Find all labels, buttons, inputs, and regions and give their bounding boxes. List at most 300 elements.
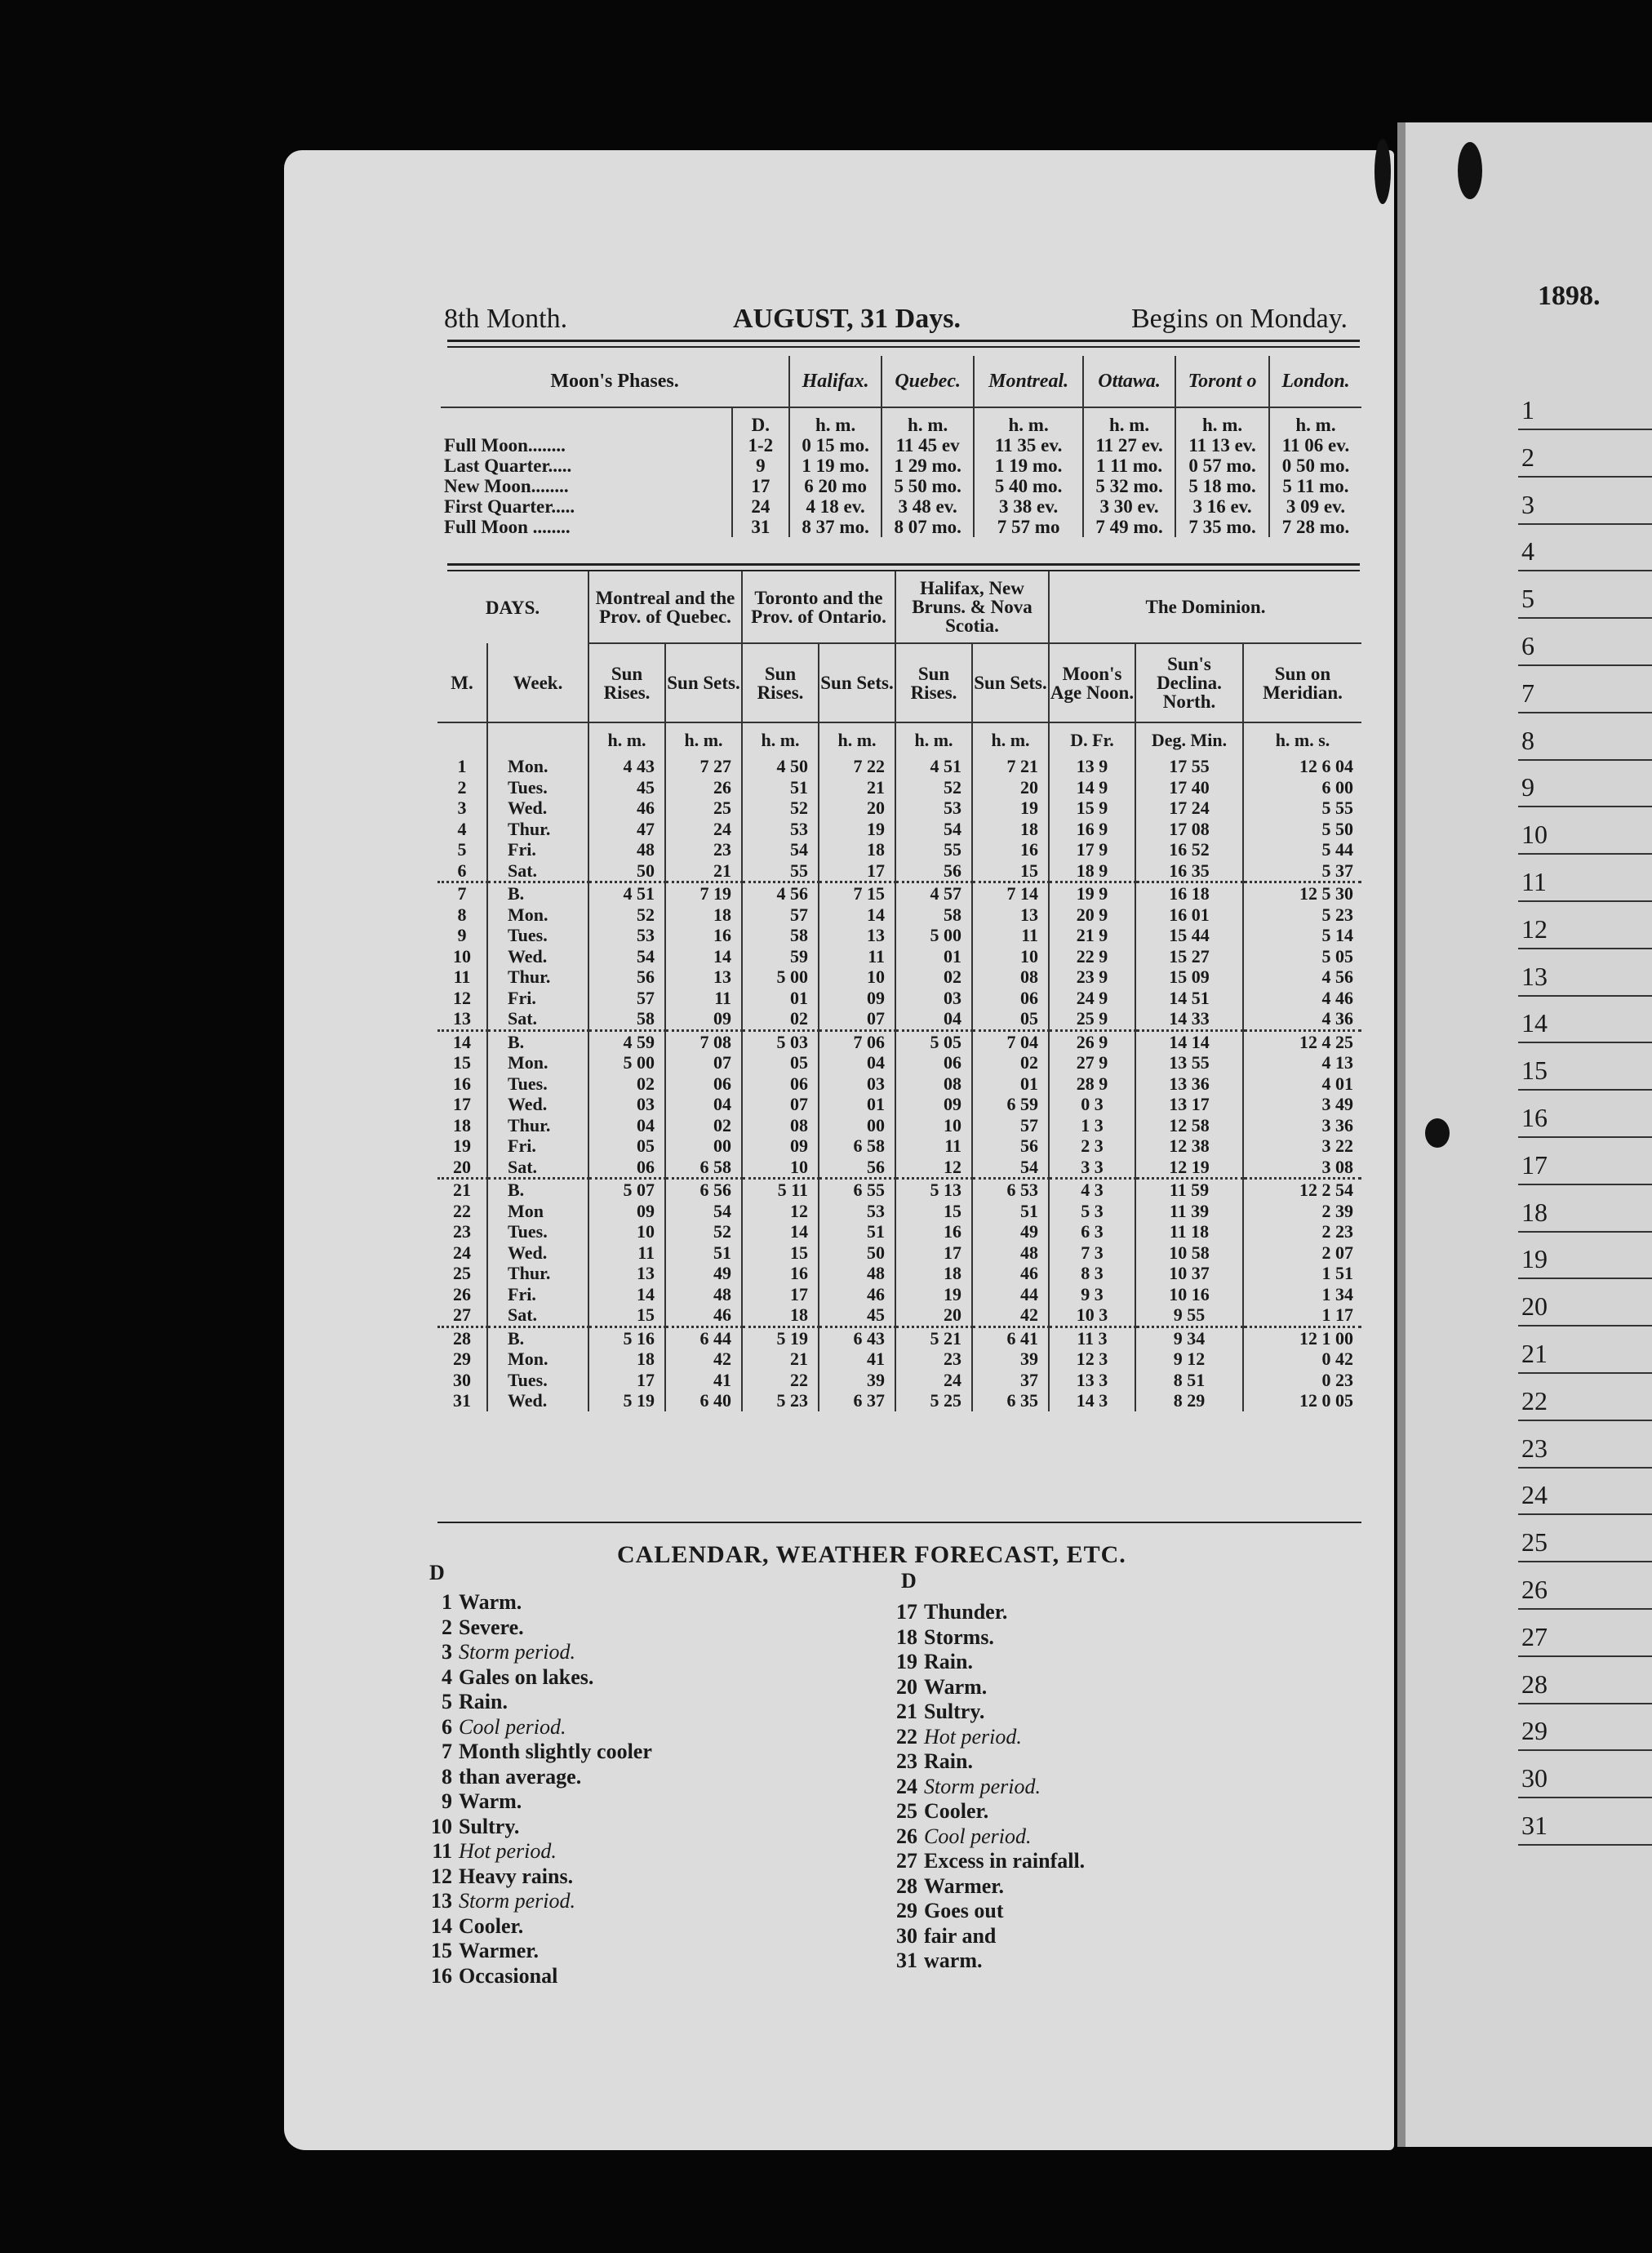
phase-time: 0 57 mo.: [1175, 455, 1269, 476]
forecast-item: [429, 1740, 652, 1765]
forecast-item: [429, 1615, 652, 1641]
forecast-text: Severe.: [459, 1615, 524, 1639]
forecast-item: [895, 1749, 1085, 1775]
forecast-day: 5: [442, 1690, 452, 1713]
diary-day-number: 25: [1521, 1527, 1548, 1558]
sun-declination: 10 58: [1135, 1242, 1243, 1264]
halifax-rise: 11: [895, 1135, 972, 1157]
montreal-set: 25: [665, 798, 742, 819]
forecast-left-head: D: [429, 1561, 445, 1584]
day-row: [437, 1008, 1361, 1030]
forecast-item: [429, 1789, 652, 1815]
moon-age: 13 3: [1049, 1370, 1135, 1391]
toronto-rise: 53: [742, 819, 819, 840]
col-sets: Sun Sets.: [665, 643, 742, 722]
halifax-rise: 58: [895, 904, 972, 926]
forecast-text: warm.: [924, 1949, 983, 1972]
forecast-text: Warmer.: [459, 1939, 539, 1962]
diary-line: [1518, 1231, 1652, 1279]
forecast-day: 9: [442, 1789, 452, 1813]
day-of-week: Fri.: [487, 839, 588, 860]
day-row: [437, 798, 1361, 819]
diary-day-number: 26: [1521, 1575, 1548, 1604]
sun-declination: 15 44: [1135, 925, 1243, 946]
day-row: [437, 967, 1361, 988]
forecast-text: Cooler.: [459, 1913, 524, 1938]
unit-label: h. m.: [895, 722, 972, 756]
phase-time: 1 19 mo.: [974, 455, 1083, 476]
moon-age: 4 3: [1049, 1179, 1135, 1201]
forecast-item: [429, 1964, 652, 1989]
diary-line: [1518, 901, 1652, 949]
montreal-rise: 18: [588, 1349, 665, 1370]
phase-time: 3 48 ev.: [882, 496, 974, 517]
halifax-set: 7 04: [972, 1030, 1049, 1052]
forecast-item: [429, 1590, 652, 1615]
halifax-rise: 5 05: [895, 1030, 972, 1052]
forecast-item: [895, 1874, 1085, 1900]
sun-meridian: 1 17: [1321, 1304, 1353, 1326]
forecast-day: 19: [896, 1650, 917, 1673]
sun-meridian: 5 23: [1321, 904, 1353, 925]
day-row: [437, 1221, 1361, 1242]
forecast-text: Goes out: [924, 1899, 1004, 1922]
moon-age: 11 3: [1049, 1326, 1135, 1349]
diary-day-number: 11: [1521, 867, 1547, 896]
forecast-day: 3: [442, 1640, 452, 1664]
forecast-item: [895, 1849, 1085, 1874]
sun-declination: 10 37: [1135, 1263, 1243, 1284]
diary-day-number: 18: [1521, 1197, 1548, 1227]
toronto-rise: 06: [742, 1073, 819, 1095]
toronto-rise: 54: [742, 839, 819, 860]
phase-day: 17: [732, 476, 790, 496]
sun-meridian: 3 36: [1321, 1114, 1353, 1135]
montreal-rise: 45: [588, 777, 665, 798]
unit-label: h. m.: [742, 722, 819, 756]
day-of-week: Tues.: [487, 1370, 588, 1391]
forecast-text: Thunder.: [924, 1600, 1008, 1624]
day-of-month: 8: [437, 904, 487, 926]
day-row: [437, 1326, 1361, 1349]
col-sets: Sun Sets.: [972, 643, 1049, 722]
col-rises: Sun Rises.: [895, 643, 972, 722]
moon-age: 8 3: [1049, 1263, 1135, 1284]
unit-label: h. m.: [588, 722, 665, 756]
day-row: [437, 777, 1361, 798]
forecast-text: Sultry.: [459, 1814, 520, 1838]
montreal-set: 09: [665, 1008, 742, 1030]
diary-line: [1518, 995, 1652, 1043]
moon-age: 5 3: [1049, 1201, 1135, 1222]
sun-meridian: 4 13: [1321, 1052, 1353, 1073]
day-of-week: Wed.: [487, 798, 588, 819]
toronto-set: 50: [819, 1242, 895, 1264]
sun-declination: 8 51: [1135, 1370, 1243, 1391]
diary-line: [1518, 665, 1652, 713]
forecast-day: 21: [896, 1700, 917, 1723]
unit-label: D. Fr.: [1049, 722, 1135, 756]
sun-meridian: 4 56: [1321, 967, 1353, 988]
montreal-rise: 52: [588, 904, 665, 926]
forecast-item: [429, 1939, 652, 1964]
diary-line: [1518, 523, 1652, 571]
diary-line: [1518, 477, 1652, 525]
unit-label: h. m.: [974, 407, 1083, 435]
group-dominion: The Dominion.: [1049, 571, 1361, 643]
day-col-label: D.: [732, 407, 790, 435]
montreal-set: 42: [665, 1349, 742, 1370]
phase-time: 1 29 mo.: [882, 455, 974, 476]
forecast-text: Storm period.: [459, 1889, 575, 1913]
montreal-rise: 15: [588, 1304, 665, 1326]
day-of-month: 31: [437, 1390, 487, 1411]
diary-line: [1518, 1514, 1652, 1562]
diary-line: [1518, 1184, 1652, 1233]
montreal-set: 6 40: [665, 1390, 742, 1411]
col-moon-age: Moon's Age Noon.: [1049, 643, 1135, 722]
diary-day-number: 5: [1521, 584, 1534, 614]
phase-time: 6 20 mo: [789, 476, 882, 496]
forecast-day: 11: [432, 1839, 452, 1863]
phase-day: 24: [732, 496, 790, 517]
unit-label: h. m.: [1083, 407, 1175, 435]
halifax-rise: 5 13: [895, 1179, 972, 1201]
forecast-day: 25: [896, 1799, 917, 1823]
forecast-item: [895, 1625, 1085, 1651]
montreal-rise: 13: [588, 1263, 665, 1284]
forecast-day: 12: [431, 1864, 452, 1888]
day-of-week: Fri.: [487, 988, 588, 1009]
montreal-rise: 57: [588, 988, 665, 1009]
day-row: [437, 925, 1361, 946]
diary-day-number: 7: [1521, 678, 1534, 708]
moon-age: 3 3: [1049, 1157, 1135, 1179]
day-row: [437, 839, 1361, 860]
diary-day-number: 24: [1521, 1480, 1548, 1510]
toronto-rise: 12: [742, 1201, 819, 1222]
montreal-rise: 5 16: [588, 1326, 665, 1349]
toronto-rise: 10: [742, 1157, 819, 1179]
toronto-set: 6 58: [819, 1135, 895, 1157]
unit-label: h. m.: [882, 407, 974, 435]
toronto-set: 13: [819, 925, 895, 946]
halifax-rise: 56: [895, 860, 972, 882]
title-rule-2: [447, 346, 1360, 348]
ink-blot: [1425, 1118, 1450, 1148]
phase-time: 1 11 mo.: [1083, 455, 1175, 476]
toronto-rise: 5 11: [742, 1179, 819, 1201]
forecast-text: Warm.: [924, 1674, 988, 1699]
forecast-day: 27: [896, 1849, 917, 1873]
day-row: [437, 1263, 1361, 1284]
moon-age: 27 9: [1049, 1052, 1135, 1073]
toronto-set: 41: [819, 1349, 895, 1370]
halifax-set: 51: [972, 1201, 1049, 1222]
day-of-week: Tues.: [487, 1221, 588, 1242]
sun-declination: 8 29: [1135, 1390, 1243, 1411]
day-of-week: Mon: [487, 1201, 588, 1222]
page-title: AUGUST, 31 Days.: [733, 304, 961, 334]
halifax-rise: 52: [895, 777, 972, 798]
sun-declination: 17 55: [1135, 756, 1243, 777]
toronto-set: 51: [819, 1221, 895, 1242]
day-of-month: 6: [437, 860, 487, 882]
day-of-month: 12: [437, 988, 487, 1009]
sun-meridian: 12 2 54: [1243, 1179, 1361, 1201]
col-rises: Sun Rises.: [588, 643, 665, 722]
toronto-set: 04: [819, 1052, 895, 1073]
forecast-day: 31: [896, 1949, 917, 1972]
moon-age: 0 3: [1049, 1094, 1135, 1115]
day-row: [437, 1179, 1361, 1201]
halifax-set: 06: [972, 988, 1049, 1009]
toronto-rise: 57: [742, 904, 819, 926]
montreal-rise: 4 43: [588, 756, 665, 777]
unit-label: h. m.: [819, 722, 895, 756]
phase-time: 3 09 ev.: [1286, 495, 1346, 517]
toronto-set: 7 15: [819, 882, 895, 904]
diary-line: [1518, 1750, 1652, 1798]
montreal-set: 51: [665, 1242, 742, 1264]
diary-day-number: 27: [1521, 1621, 1548, 1651]
day-of-month: 7: [437, 882, 487, 904]
forecast-day: 14: [431, 1913, 452, 1938]
halifax-set: 7 14: [972, 882, 1049, 904]
forecast-text: Cooler.: [924, 1799, 989, 1823]
forecast-text: Cool period.: [924, 1824, 1032, 1848]
forecast-text: Sultry.: [924, 1700, 985, 1723]
sun-meridian: 0 42: [1321, 1349, 1353, 1370]
forecast-item: [895, 1600, 1085, 1625]
diary-line: [1518, 1703, 1652, 1751]
diary-line: [1518, 1042, 1652, 1091]
sun-meridian: 1 34: [1321, 1283, 1353, 1304]
toronto-rise: 08: [742, 1115, 819, 1136]
forecast-item: [895, 1799, 1085, 1824]
sun-meridian: 0 23: [1321, 1369, 1353, 1390]
diary-day-number: 2: [1521, 442, 1534, 472]
forecast-item: [429, 1715, 652, 1740]
diary-day-number: 21: [1521, 1339, 1548, 1368]
day-of-month: 27: [437, 1304, 487, 1326]
days-label: DAYS.: [437, 571, 588, 643]
moon-phase-row: [441, 455, 1361, 476]
moon-phase-row: [441, 496, 1361, 517]
forecast-text: Excess in rainfall.: [924, 1849, 1086, 1873]
forecast-text: Warmer.: [924, 1873, 1004, 1898]
halifax-rise: 4 51: [895, 756, 972, 777]
halifax-set: 20: [972, 777, 1049, 798]
day-row: [437, 1135, 1361, 1157]
diary-day-number: 16: [1521, 1103, 1548, 1132]
month-number: 8th Month.: [444, 304, 568, 334]
phase-time: 11 06 ev.: [1281, 434, 1350, 455]
moon-phase-row: [441, 435, 1361, 455]
forecast-item: [895, 1899, 1085, 1924]
toronto-rise: 09: [742, 1135, 819, 1157]
halifax-rise: 04: [895, 1008, 972, 1030]
halifax-rise: 09: [895, 1094, 972, 1115]
montreal-set: 23: [665, 839, 742, 860]
sun-meridian: 3 08: [1321, 1156, 1353, 1177]
montreal-set: 14: [665, 946, 742, 967]
toronto-set: 53: [819, 1201, 895, 1222]
sun-meridian: 12 1 00: [1243, 1326, 1361, 1349]
moon-age: 18 9: [1049, 860, 1135, 882]
montreal-rise: 10: [588, 1221, 665, 1242]
montreal-rise: 48: [588, 839, 665, 860]
montreal-set: 52: [665, 1221, 742, 1242]
day-of-month: 20: [437, 1157, 487, 1179]
halifax-set: 6 41: [972, 1326, 1049, 1349]
diary-line: [1518, 1656, 1652, 1704]
toronto-set: 03: [819, 1073, 895, 1095]
day-of-week: Wed.: [487, 1242, 588, 1264]
moon-phase-row: [441, 517, 1361, 537]
toronto-set: 21: [819, 777, 895, 798]
diary-line: [1518, 854, 1652, 902]
col-week: Week.: [487, 643, 588, 722]
toronto-set: 00: [819, 1115, 895, 1136]
forecast-day: 16: [431, 1963, 452, 1988]
moon-age: 24 9: [1049, 988, 1135, 1009]
diary-line: [1518, 1326, 1652, 1374]
forecast-text: fair and: [924, 1923, 997, 1948]
moon-age: 10 3: [1049, 1304, 1135, 1326]
diary-line: [1518, 1420, 1652, 1469]
toronto-rise: 51: [742, 777, 819, 798]
day-row: [437, 1052, 1361, 1073]
montreal-rise: 4 51: [588, 882, 665, 904]
forecast-item: [429, 1640, 652, 1665]
halifax-set: 56: [972, 1135, 1049, 1157]
col-rises: Sun Rises.: [742, 643, 819, 722]
ink-blot: [1458, 142, 1482, 199]
diary-day-number: 12: [1521, 913, 1548, 944]
sun-meridian: 6 00: [1321, 776, 1353, 798]
day-of-month: 5: [437, 839, 487, 860]
halifax-rise: 06: [895, 1052, 972, 1073]
montreal-set: 46: [665, 1304, 742, 1326]
sun-declination: 12 58: [1135, 1115, 1243, 1136]
montreal-rise: 4 59: [588, 1030, 665, 1052]
moon-age: 15 9: [1049, 798, 1135, 819]
moon-age: 6 3: [1049, 1221, 1135, 1242]
sun-meridian: 5 55: [1321, 798, 1353, 819]
halifax-set: 57: [972, 1115, 1049, 1136]
montreal-set: 07: [665, 1052, 742, 1073]
sun-meridian: 2 23: [1321, 1221, 1353, 1242]
halifax-set: 54: [972, 1157, 1049, 1179]
diary-line: [1518, 1373, 1652, 1421]
forecast-right-head: D: [901, 1569, 917, 1593]
day-of-week: Wed.: [487, 1094, 588, 1115]
phase-day: 1-2: [732, 435, 790, 455]
sun-declination: 15 09: [1135, 967, 1243, 988]
phase-time: 7 57 mo: [974, 517, 1083, 537]
moon-age: 20 9: [1049, 904, 1135, 926]
forecast-day: 26: [896, 1824, 917, 1848]
forecast-text: Cool period.: [459, 1714, 566, 1739]
sun-declination: 12 19: [1135, 1157, 1243, 1179]
montreal-set: 6 44: [665, 1326, 742, 1349]
diary-line: [1518, 571, 1652, 619]
day-of-week: Thur.: [487, 819, 588, 840]
sun-declination: 14 14: [1135, 1030, 1243, 1052]
forecast-day: 8: [442, 1764, 452, 1789]
sun-declination: 13 17: [1135, 1094, 1243, 1115]
day-of-month: 26: [437, 1284, 487, 1305]
moon-phases-label: Moon's Phases.: [441, 356, 789, 407]
phase-time: 7 35 mo.: [1175, 517, 1269, 537]
moon-age: 7 3: [1049, 1242, 1135, 1264]
forecast-item: [895, 1949, 1085, 1974]
toronto-set: 14: [819, 904, 895, 926]
halifax-set: 6 53: [972, 1179, 1049, 1201]
montreal-rise: 50: [588, 860, 665, 882]
montreal-rise: 58: [588, 1008, 665, 1030]
phase-time: 11 35 ev.: [974, 435, 1083, 455]
montreal-set: 54: [665, 1201, 742, 1222]
forecast-day: 28: [896, 1873, 917, 1898]
montreal-set: 41: [665, 1370, 742, 1391]
day-of-month: 23: [437, 1221, 487, 1242]
halifax-set: 44: [972, 1284, 1049, 1305]
moon-age: 17 9: [1049, 839, 1135, 860]
forecast-day: 24: [896, 1774, 917, 1798]
phase-day: 9: [732, 455, 790, 476]
forecast-day: 18: [896, 1624, 917, 1649]
diary-day-number: 20: [1521, 1291, 1548, 1322]
diary-line: [1518, 1090, 1652, 1138]
forecast-title: CALENDAR, WEATHER FORECAST, ETC.: [617, 1541, 1126, 1568]
halifax-rise: 5 21: [895, 1326, 972, 1349]
halifax-rise: 17: [895, 1242, 972, 1264]
toronto-rise: 17: [742, 1284, 819, 1305]
forecast-text: Heavy rains.: [459, 1864, 574, 1888]
halifax-rise: 19: [895, 1284, 972, 1305]
halifax-rise: 20: [895, 1304, 972, 1326]
toronto-set: 56: [819, 1157, 895, 1179]
day-of-month: 3: [437, 798, 487, 819]
montreal-set: 02: [665, 1115, 742, 1136]
halifax-rise: 18: [895, 1263, 972, 1284]
diary-day-number: 9: [1521, 772, 1534, 802]
ink-blot: [1374, 139, 1391, 204]
day-of-week: Sat.: [487, 1157, 588, 1179]
halifax-rise: 4 57: [895, 882, 972, 904]
montreal-set: 7 08: [665, 1030, 742, 1052]
montreal-rise: 5 00: [588, 1052, 665, 1073]
phase-time: 1 19 mo.: [789, 455, 882, 476]
moon-age: 28 9: [1049, 1073, 1135, 1095]
montreal-set: 24: [665, 819, 742, 840]
toronto-rise: 5 23: [742, 1390, 819, 1411]
halifax-rise: 53: [895, 798, 972, 819]
halifax-rise: 01: [895, 946, 972, 967]
halifax-set: 05: [972, 1008, 1049, 1030]
forecast-day: 20: [896, 1674, 917, 1699]
forecast-day: 22: [896, 1724, 917, 1749]
day-of-week: Mon.: [487, 1052, 588, 1073]
sun-meridian: 5 37: [1321, 860, 1353, 881]
phase-time: 11 45 ev: [882, 435, 974, 455]
toronto-rise: 55: [742, 860, 819, 882]
toronto-rise: 02: [742, 1008, 819, 1030]
diary-day-number: 15: [1521, 1055, 1548, 1086]
sun-table-bottom-rule: [437, 1522, 1361, 1523]
